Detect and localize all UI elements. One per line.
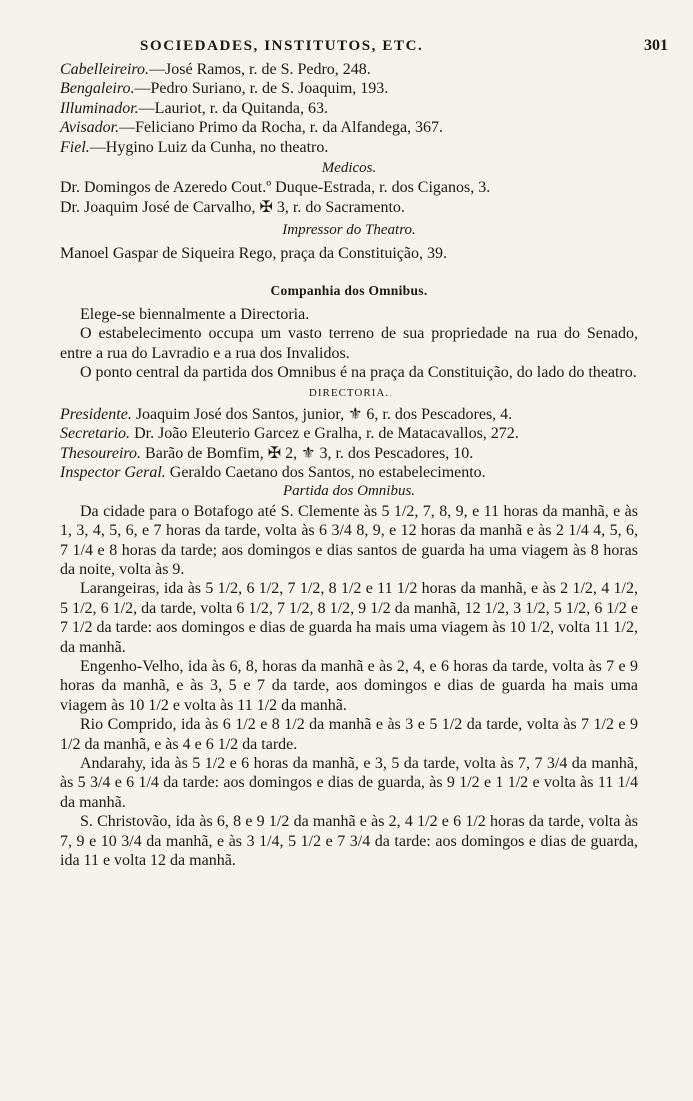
schedule-paragraph: S. Christovão, ida às 6, 8 e 9 1/2 da manhã e às 2, 4 1/2 e 6 1/2 horas da tarde, volta às 7, 9 e 10 3/4 da manhã, e às 3 1/4, 5 1/2 e 7 3/4 da tarde: aos domingos e dias de guarda, ida 11 e volta 12 da manhã.	[60, 813, 638, 870]
staff-role: Avisador.	[60, 119, 120, 137]
directoria-member	[60, 444, 638, 463]
page-header	[60, 34, 668, 60]
partida-heading: Partida dos Omnibus.	[282, 483, 416, 500]
schedule-paragraph: Rio Comprido, ida às 6 1/2 e 8 1/2 da manhã e às 3 e 5 1/2 da tarde, volta às 7 1/2 e 9 1/2 da manhã, e às 4 e 6 1/2 da tarde.	[60, 716, 638, 753]
staff-entry	[60, 138, 638, 157]
companhia-title: Companhia dos Omnibus.	[270, 283, 428, 299]
directoria-role: Presidente.	[60, 405, 132, 423]
theatre-staff-list	[60, 60, 638, 157]
impressor-heading: Impressor do Theatro.	[282, 222, 416, 239]
directoria-text: Dr. João Eleuterio Garcez e Gralha, r. de Matacavallos, 272.	[130, 425, 519, 443]
medicos-heading: Medicos.	[321, 160, 377, 177]
staff-text: —Lauriot, r. da Quitanda, 63.	[138, 99, 328, 117]
schedule-paragraph: Engenho-Velho, ida às 6, 8, horas da manhã e às 2, 4, e 6 horas da tarde, volta às 7 e 9 horas da manhã, e às 3, 5 e 7 da tarde, aos domingos e dias de guarda ha mais uma viagem às 10 1/2 e volta às 11 1/2 da manhã.	[60, 657, 638, 714]
staff-text: —Pedro Suriano, r. de S. Joaquim, 193.	[134, 80, 389, 98]
directoria-role: Thesoureiro.	[60, 444, 142, 462]
directoria-member	[60, 424, 638, 443]
directoria-title: DIRECTORIA.	[308, 386, 390, 399]
directoria-text: Joaquim José dos Santos, junior, ⚜ 6, r. dos Pescadores, 4.	[131, 405, 513, 423]
companhia-paragraph: O estabelecimento occupa um vasto terreno de sua propriedade na rua do Senado, entre a rua do Lavradio e a rua dos Invalidos.	[60, 325, 638, 362]
directoria-role: Secretario.	[60, 425, 131, 443]
directoria-role: Inspector Geral.	[60, 463, 166, 481]
companhia-paragraph: Elege-se biennalmente a Directoria.	[80, 306, 310, 324]
staff-role: Illuminador.	[60, 99, 139, 117]
impressor-entry: Manoel Gaspar de Siqueira Rego, praça da Constituição, 39.	[60, 244, 447, 262]
book-page	[60, 34, 668, 870]
directoria-member	[60, 405, 638, 424]
page-number: 301	[644, 37, 668, 54]
staff-entry	[60, 99, 638, 118]
running-title: SOCIEDADES, INSTITUTOS, ETC.	[140, 38, 424, 54]
directoria-text: Barão de Bomfim, ✠ 2, ⚜ 3, r. dos Pescadores, 10.	[141, 444, 474, 462]
schedule-paragraph: Larangeiras, ida às 5 1/2, 6 1/2, 7 1/2, 8 1/2 e 11 1/2 horas da manhã, e às 2 1/2, 4 1/2, 5 1/2, 6 1/2, da tarde, volta 6 1/2, 7 1/2, 8 1/2, 9 1/2 da manhã, 12 1/2, 3 1/2, 5 1/2, 6 1/2 e 7 1/2 da tarde: aos domingos e dias de guarda ha mais uma viagem às 10 1/2, volta 11 1/2, da manhã.	[60, 580, 638, 656]
staff-role: Bengaleiro.	[60, 80, 135, 98]
medico-entry: Dr. Joaquim José de Carvalho, ✠ 3, r. do Sacramento.	[60, 198, 405, 216]
directoria-member	[60, 463, 638, 482]
staff-entry	[60, 79, 638, 98]
directoria-text: Geraldo Caetano dos Santos, no estabelecimento.	[165, 463, 486, 481]
staff-role: Cabelleireiro.	[60, 61, 150, 78]
staff-entry	[60, 118, 638, 137]
schedule-paragraph: Da cidade para o Botafogo até S. Clemente às 5 1/2, 7, 8, 9, e 11 horas da manhã, e às 1, 3, 4, 5, 6, e 7 horas da tarde, volta às 6 3/4 8, 9, e 12 horas da manhã e às 2 1/4 4, 5, 6, 7 1/4 e 8 horas da tarde; aos domingos e dias santos de guarda ha uma viagem às 8 horas da noite, volta às 9.	[60, 502, 638, 578]
staff-text: —Feliciano Primo da Rocha, r. da Alfandega, 367.	[119, 119, 444, 137]
medico-entry: Dr. Domingos de Azeredo Cout.º Duque-Estrada, r. dos Ciganos, 3.	[60, 179, 491, 197]
schedule-paragraph: Andarahy, ida às 5 1/2 e 6 horas da manhã, e 3, 5 da tarde, volta às 7, 7 3/4 da manhã, às 5 3/4 e 6 1/4 da tarde: aos domingos e dias de guarda, às 9 1/2 e 1 1/2 e volta às 11 1/4 da manhã.	[60, 755, 638, 811]
staff-role: Fiel.	[60, 138, 90, 156]
companhia-paragraph: O ponto central da partida dos Omnibus é na praça da Constituição, do lado do theatro.	[80, 364, 637, 382]
staff-text: —Hygino Luiz da Cunha, no theatro.	[89, 138, 329, 156]
staff-text: —José Ramos, r. de S. Pedro, 248.	[149, 61, 371, 78]
staff-entry	[60, 60, 638, 79]
